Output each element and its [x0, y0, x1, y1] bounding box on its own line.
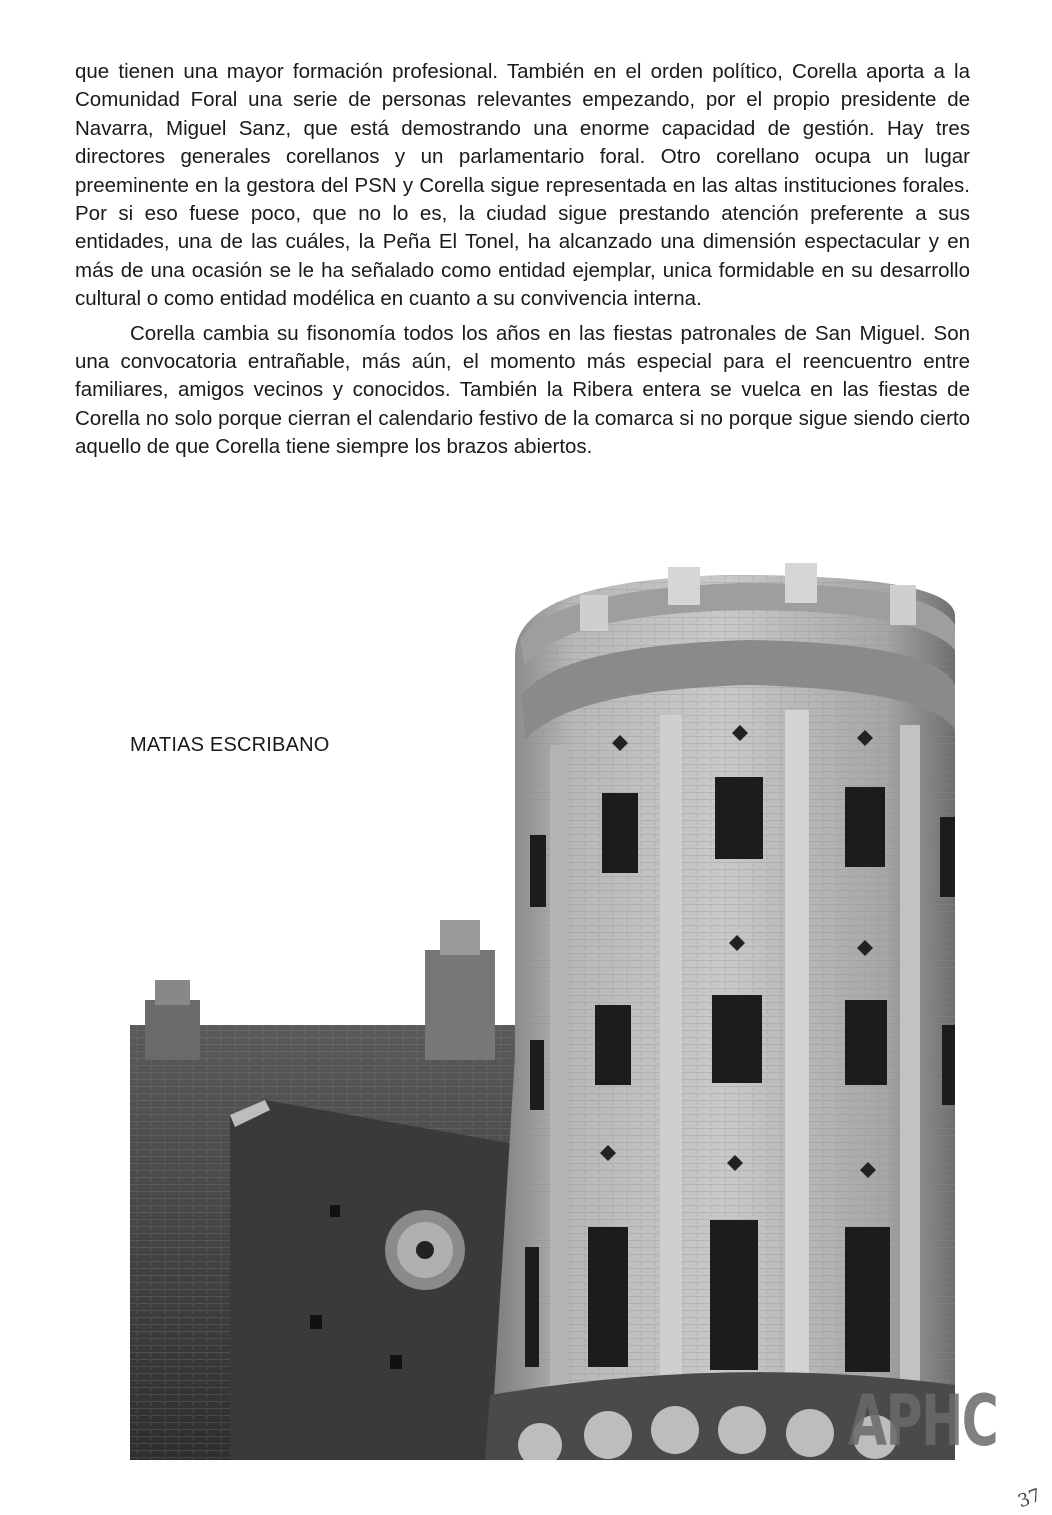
- paragraph-2: Corella cambia su fisonomía todos los años en las fiestas patronales de San Miguel. Son una convocatoria entrañable, más aún, el momento más especial para el reencuentro entre familiares, amigos vecinos y conocidos. También la Ribera entera se vuelca en las fiestas de Corella no solo porque cierran el calendario festivo de la comarca si no porque sigue siendo cierto aquello de que Corella tiene siempre los brazos abiertos.: [75, 321, 970, 459]
- round-tower: [485, 563, 955, 1460]
- brick-tower-icon: [130, 555, 955, 1460]
- paragraph-1: que tienen una mayor formación profesional. También en el orden político, Corella aporta a la Comunidad Foral una serie de personas relevantes empezando, por el propio presidente de Navarra, Miguel Sanz, que está demostrando una enorme capacidad de gestión. Hay tres directores generales corellanos y un parlamentario foral. Otro corellano ocupa un lugar preeminente en la gestora del PSN y Corella sigue representada en las altas instituciones forales. Por si eso fuese poco, que no lo es, la ciudad sigue prestando atención preferente a sus entidades, una de las cuáles, la Peña El Tonel, ha alcanzado una dimensión espectacular y en más de una ocasión se le ha señalado como entidad ejemplar, unica formidable en su desarrollo cultural o como entidad modélica en cuanto a su convivencia interna.: [75, 60, 970, 311]
- page-number: 37: [1015, 1484, 1044, 1513]
- article-body: [75, 58, 970, 462]
- tower-photo: [130, 555, 955, 1460]
- author-name: MATIAS ESCRIBANO: [130, 734, 330, 756]
- aphc-watermark: APHC: [848, 1380, 998, 1462]
- church-building: [130, 920, 520, 1460]
